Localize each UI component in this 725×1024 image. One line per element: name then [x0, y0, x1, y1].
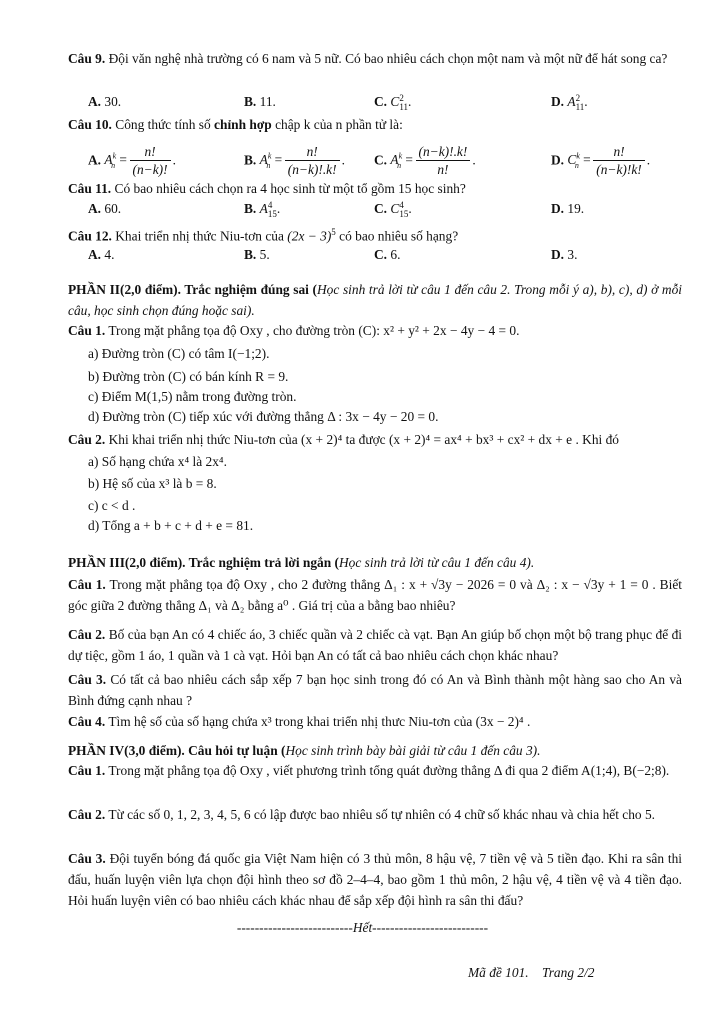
exam-code: Mã đề 101. — [468, 965, 529, 980]
part-3-question-1: Câu 1. Trong mặt phẳng tọa độ Oxy , cho 2 đường thẳng Δ₁ : x + √3y − 2026 = 0 và Δ₂ : x − √3y + 1 = 0 . Biết góc giữa 2 đường thẳng Δ₁ và Δ₂ bằng a⁰ . Giá trị của a bằng bao nhiêu? — [68, 577, 682, 613]
question-10: Câu 10. Công thức tính số chỉnh hợp chập k của n phần tử là: — [68, 117, 403, 132]
page-number: Trang 2/2 — [542, 965, 595, 980]
part-4-question-1: Câu 1. Trong mặt phẳng tọa độ Oxy , viết phương trình tổng quát đường thẳng Δ đi qua 2 điểm A(1;4), B(−2;8). — [68, 763, 670, 778]
question-label: Câu 1. — [68, 323, 106, 338]
end-mark: --------------------------Hết-------------------------- — [236, 920, 489, 935]
option-a[interactable]: A. 4. — [88, 247, 115, 262]
part-3-question-2: Câu 2. Bố của bạn An có 4 chiếc áo, 3 chiếc quần và 2 chiếc cà vạt. Bạn An giúp bố chọn một bộ trang phục để đi dự tiệc, gồm 1 áo, 1 quần và 1 cà vạt. Hỏi bạn An có tất cả bao nhiêu cách chọn khác nhau? — [68, 627, 682, 663]
part-2-heading: PHẦN II(2,0 điểm). Trắc nghiệm đúng sai (Học sinh trả lời từ câu 1 đến câu 2. Trong mỗi ý a), b), c), d) ở mỗi câu, học sinh chọn đúng hoặc sai). — [68, 282, 683, 318]
page-footer — [468, 965, 594, 981]
part-4-question-2: Câu 2. Từ các số 0, 1, 2, 3, 4, 5, 6 có lập được bao nhiêu số tự nhiên có 4 chữ số khác nhau và chia hết cho 5. — [68, 807, 656, 822]
option-d[interactable]: D. A 2 11 . — [551, 92, 588, 112]
part-3-heading: PHẦN III(2,0 điểm). Trắc nghiệm trả lời ngắn (Học sinh trả lời từ câu 1 đến câu 4). — [68, 555, 535, 570]
question-text: Đội văn nghệ nhà trường có 6 nam và 5 nữ. Có bao nhiêu cách chọn một nam và một nữ để hát song ca? — [108, 51, 668, 66]
option-d[interactable]: D. 3. — [551, 247, 578, 262]
part-3-question-3: Câu 3. Có tất cả bao nhiêu cách sắp xếp 7 bạn học sinh trong đó có An và Bình thành một hàng sao cho An và Bình đứng cạnh nhau ? — [68, 672, 682, 708]
statement-d: d) Đường tròn (C) tiếp xúc với đường thẳng Δ : 3x − 4y − 20 = 0. — [88, 409, 439, 424]
question-12-options — [88, 244, 682, 268]
question-11-options — [88, 198, 682, 222]
option-a[interactable]: A. $A^k_n$ = $\frac{n!}{(n-k)!}$ . — [88, 143, 176, 177]
option-c[interactable]: C. 6. — [374, 247, 401, 262]
part-2-question-1 — [68, 320, 682, 341]
question-9 — [68, 48, 682, 69]
statement-a: a) Số hạng chứa x⁴ là 2x⁴. — [88, 454, 227, 469]
question-9-options — [88, 91, 682, 115]
part-2-question-2 — [68, 429, 682, 450]
option-c[interactable]: C. C 2 11 . — [374, 92, 412, 112]
question-12: Câu 12. Khai triển nhị thức Niu-tơn của $(2x - 3)^5$ có bao nhiêu số hạng? — [68, 227, 459, 244]
statement-c: c) c < d . — [88, 498, 136, 513]
option-c[interactable]: C. $A^k_n$ = $\frac{(n-k)!.k!}{n!}$ . — [374, 143, 476, 177]
option-c[interactable]: C. C 4 15 . — [374, 199, 412, 219]
option-d[interactable]: D. $C^k_n$ = $\frac{n!}{(n-k)!k!}$ . — [551, 143, 651, 177]
statement-c: c) Điểm M(1,5) nằm trong đường tròn. — [88, 389, 297, 404]
question-label: Câu 12. — [68, 228, 112, 244]
option-b[interactable]: B. $A^k_n$ = $\frac{n!}{(n-k)!.k!}$ . — [244, 143, 345, 177]
question-label: Câu 9. — [68, 51, 106, 66]
part-4-question-3: Câu 3. Đội tuyển bóng đá quốc gia Việt Nam hiện có 3 thủ môn, 8 hậu vệ, 7 tiền vệ và 5 tiền đạo. Khi ra sân thi đấu, huấn luyện viên lựa chọn đội hình theo sơ đồ 2–4–4, bao gồm 1 thủ môn, 2 hậu vệ, 4 tiền vệ và 4 tiền đạo. Hỏi huấn luyện viên có bao nhiêu cách khác nhau để sắp xếp đội hình ra sân thi đấu? — [68, 851, 682, 908]
question-label: Câu 11. — [68, 181, 112, 196]
question-label: Câu 10. — [68, 117, 112, 132]
question-11 — [68, 178, 682, 199]
part-3-question-4: Câu 4. Tìm hệ số của số hạng chứa x³ trong khai triển nhị thưc Niu-tơn của (3x − 2)⁴ . — [68, 714, 531, 729]
statement-b: b) Hệ số của x³ là b = 8. — [88, 476, 217, 491]
question-text: Có bao nhiêu cách chọn ra 4 học sinh từ một tổ gồm 15 học sinh? — [114, 181, 466, 196]
option-a[interactable]: A. 30. — [88, 94, 122, 109]
statement-d: d) Tổng a + b + c + d + e = 81. — [88, 518, 254, 533]
statement-a: a) Đường tròn (C) có tâm I(−1;2). — [88, 346, 270, 361]
question-10-options — [88, 137, 682, 177]
option-b[interactable]: B. 11. — [244, 94, 276, 109]
question-text: Trong mặt phẳng tọa độ Oxy , cho đường tròn (C): x² + y² + 2x − 4y − 4 = 0. — [108, 323, 520, 338]
option-d[interactable]: D. 19. — [551, 201, 585, 216]
option-a[interactable]: A. 60. — [88, 201, 122, 216]
question-label: Câu 2. — [68, 432, 106, 447]
option-b[interactable]: B. 5. — [244, 247, 270, 262]
part-4-heading: PHẦN IV(3,0 điểm). Câu hỏi tự luận (Học sinh trình bày bài giải từ câu 1 đến câu 3). — [68, 743, 541, 758]
option-b[interactable]: B. A 4 15 . — [244, 199, 281, 219]
question-text: Khi khai triển nhị thức Niu-tơn của (x + 2)⁴ ta được (x + 2)⁴ = ax⁴ + bx³ + cx² + dx + e . Khi đó — [108, 432, 619, 447]
statement-b: b) Đường tròn (C) có bán kính R = 9. — [88, 369, 289, 384]
